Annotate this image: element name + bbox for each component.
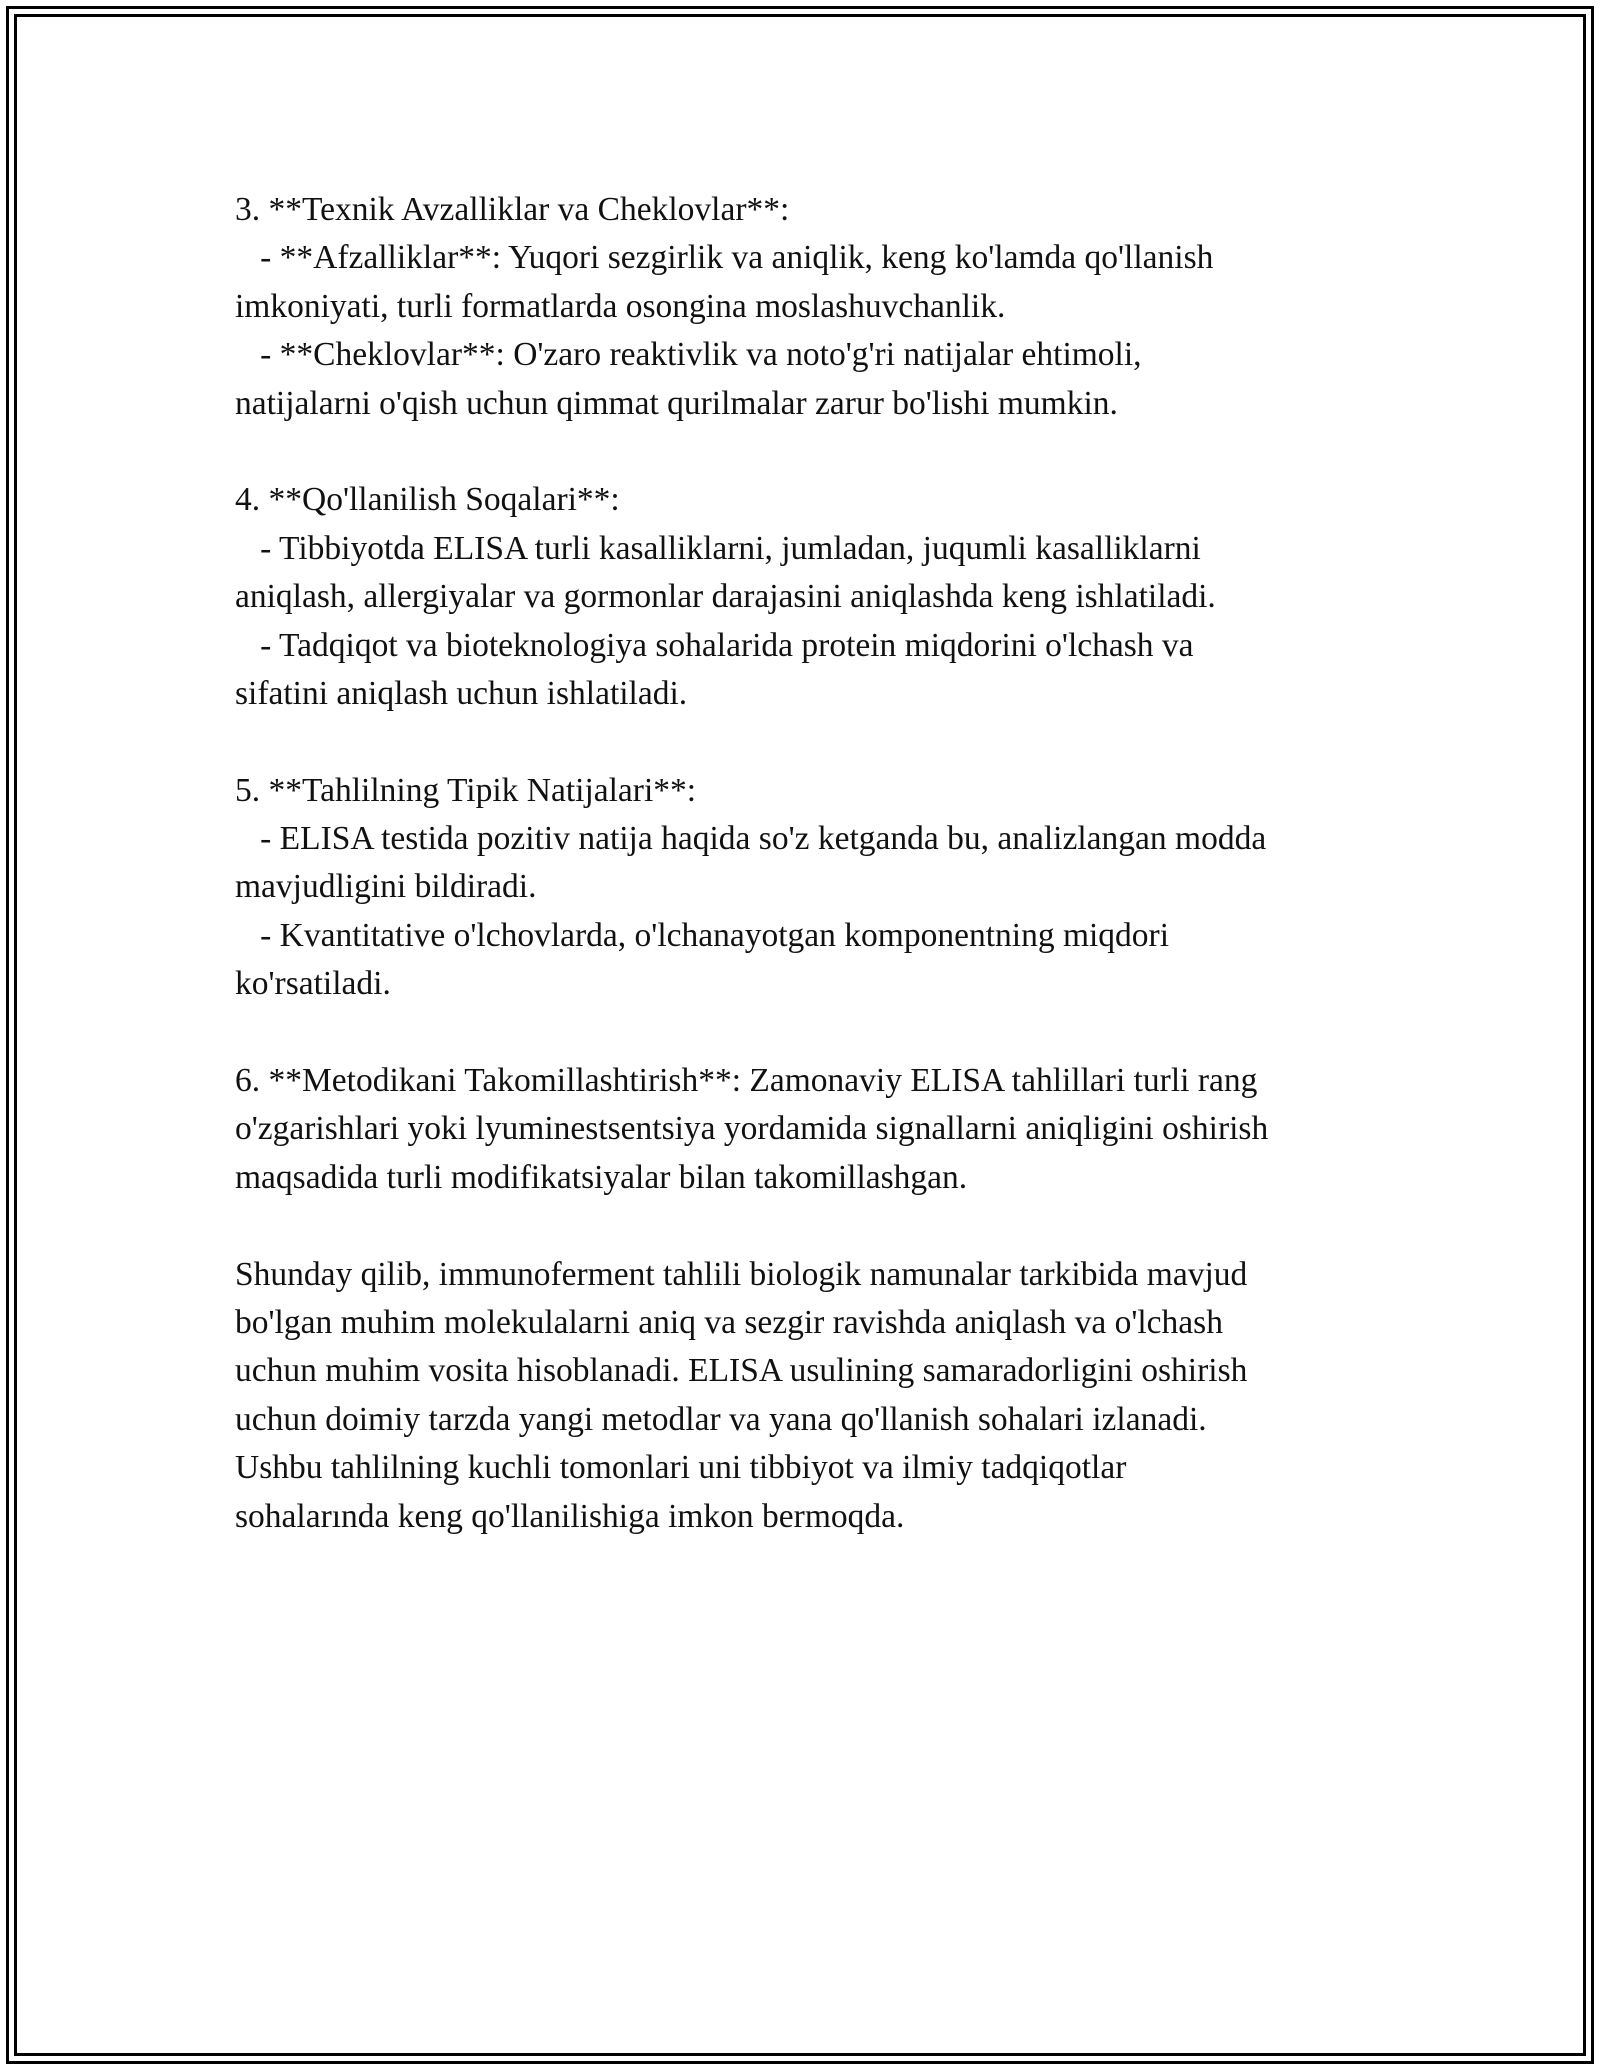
- paragraph-spacer: [235, 428, 1395, 476]
- section-4-item-1-line-2: aniqlash, allergiyalar va gormonlar darajasini aniqlashda keng ishlatiladi.: [235, 578, 1216, 616]
- section-5-item-1-line-1: - ELISA testida pozitiv natija haqida so'z ketganda bu, analizlangan modda: [235, 820, 1267, 858]
- section-4-heading: 4. **Qo'llanilish Soqalari**:: [235, 481, 620, 519]
- section-5-heading: 5. **Tahlilning Tipik Natijalari**:: [235, 771, 697, 809]
- paragraph-spacer: [235, 1009, 1395, 1057]
- conclusion-line-4: uchun doimiy tarzda yangi metodlar va yana qo'llanish sohalari izlanadi.: [235, 1400, 1207, 1438]
- section-3-limitations-line-1: - **Cheklovlar**: O'zaro reaktivlik va noto'g'ri natijalar ehtimoli,: [235, 336, 1142, 374]
- section-3-advantages-line-1: - **Afzalliklar**: Yuqori sezgirlik va aniqlik, keng ko'lamda qo'llanish: [235, 239, 1214, 277]
- document-body: [235, 186, 1395, 1541]
- section-3-limitations-line-2: natijalarni o'qish uchun qimmat qurilmalar zarur bo'lishi mumkin.: [235, 384, 1118, 422]
- section-5-item-2-line-2: ko'rsatiladi.: [235, 965, 391, 1003]
- section-6-line-2: o'zgarishlari yoki lyuminestsentsiya yordamida signallarni aniqligini oshirish: [235, 1110, 1269, 1148]
- section-4-item-1-line-1: - Tibbiyotda ELISA turli kasalliklarni, jumladan, juqumli kasalliklarni: [235, 529, 1201, 567]
- section-5-item-1-line-2: mavjudligini bildiradi.: [235, 868, 537, 906]
- section-6-line-1: 6. **Metodikani Takomillashtirish**: Zamonaviy ELISA tahlillari turli rang: [235, 1062, 1258, 1100]
- section-4-item-2-line-1: - Tadqiqot va bioteknologiya sohalarida protein miqdorini o'lchash va: [235, 626, 1194, 664]
- paragraph-spacer: [235, 718, 1395, 766]
- section-4-item-2-line-2: sifatini aniqlash uchun ishlatiladi.: [235, 674, 688, 712]
- conclusion-line-1: Shunday qilib, immunoferment tahlili biologik namunalar tarkibida mavjud: [235, 1255, 1248, 1293]
- section-6-line-3: maqsadida turli modifikatsiyalar bilan takomillashgan.: [235, 1158, 968, 1196]
- conclusion-line-6: sohalarında keng qo'llanilishiga imkon bermoqda.: [235, 1497, 905, 1535]
- conclusion-line-5: Ushbu tahlilning kuchli tomonlari uni tibbiyot va ilmiy tadqiqotlar: [235, 1449, 1127, 1487]
- conclusion-line-2: bo'lgan muhim molekulalarni aniq va sezgir ravishda aniqlash va o'lchash: [235, 1303, 1223, 1341]
- section-5-item-2-line-1: - Kvantitative o'lchovlarda, o'lchanayotgan komponentning miqdori: [235, 916, 1170, 954]
- section-3-heading: 3. **Texnik Avzalliklar va Cheklovlar**:: [235, 191, 790, 228]
- paragraph-spacer: [235, 1202, 1395, 1250]
- section-3-advantages-line-2: imkoniyati, turli formatlarda osongina moslashuvchanlik.: [235, 287, 1006, 325]
- conclusion-line-3: uchun muhim vosita hisoblanadi. ELISA usulining samaradorligini oshirish: [235, 1352, 1248, 1390]
